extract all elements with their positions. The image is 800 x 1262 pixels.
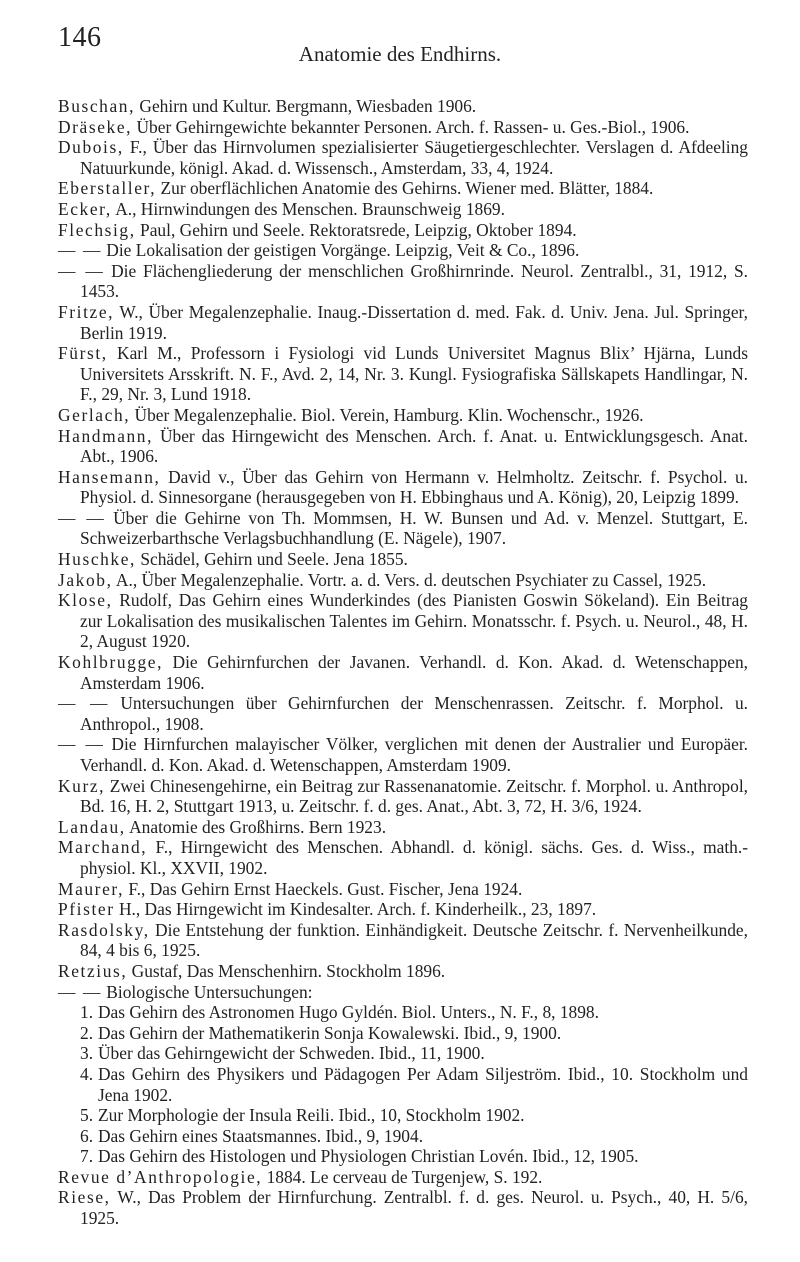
reference-author: Rasdolsky,: [58, 919, 150, 940]
reference-author: Dubois,: [58, 137, 124, 158]
reference-entry: [58, 1167, 748, 1188]
reference-text: Über Megalenzephalie. Biol. Verein, Hamburg. Klin. Wochenschr., 1926.: [130, 404, 644, 425]
reference-author: Fürst,: [58, 343, 108, 364]
reference-text: Die Hirnfurchen malayischer Völker, verglichen mit denen der Australier und Europäer. Verhandl. d. Kon. Akad. d. Wetenschappen, Amsterdam 1909.: [80, 734, 748, 775]
reference-author: Marchand,: [58, 837, 148, 858]
reference-entry: [58, 220, 748, 241]
reference-text: Über Gehirngewichte bekannter Personen. Arch. f. Rassen- u. Ges.-Biol., 1906.: [132, 116, 690, 137]
reference-author: Landau,: [58, 816, 126, 837]
reference-entry: [58, 343, 748, 405]
reference-text: F., Das Gehirn Ernst Haeckels. Gust. Fischer, Jena 1924.: [124, 878, 523, 899]
reference-author: Jakob,: [58, 569, 113, 590]
subitem-text: Das Gehirn eines Staatsmannes. Ibid., 9, 1904.: [98, 1125, 424, 1146]
subitem-text: Zur Morphologie der Insula Reili. Ibid., 10, Stockholm 1902.: [98, 1105, 525, 1126]
reference-entry: [58, 467, 748, 508]
reference-entry: [58, 405, 748, 426]
reference-text: 1884. Le cerveau de Turgenjew, S. 192.: [262, 1166, 543, 1187]
reference-entry: [58, 817, 748, 838]
reference-author: Fritze,: [58, 301, 115, 322]
reference-author: — —: [58, 981, 102, 1002]
reference-entry: [58, 261, 748, 302]
reference-author: — —: [58, 240, 102, 261]
reference-entry: [58, 837, 748, 878]
reference-text: Untersuchungen über Gehirnfurchen der Menschenrassen. Zeitschr. f. Morphol. u. Anthropol., 1908.: [80, 693, 748, 734]
reference-text: Über das Hirngewicht des Menschen. Arch. f. Anat. u. Entwicklungsgesch. Anat. Abt., 1906.: [80, 425, 748, 467]
reference-list: [58, 96, 748, 1229]
reference-text: Die Entstehung der funktion. Einhändigkeit. Deutsche Zeitschr. f. Nervenheilkunde, 84, 4 bis 6, 1925.: [80, 919, 748, 961]
page-number: 146: [58, 22, 102, 53]
subitem-number: 2.: [80, 1022, 94, 1043]
subitem-number: 5.: [80, 1105, 94, 1126]
reference-entry: [58, 899, 748, 920]
reference-text: Gehirn und Kultur. Bergmann, Wiesbaden 1906.: [135, 96, 477, 116]
reference-author: — —: [58, 693, 109, 714]
reference-author: Gerlach,: [58, 404, 131, 425]
reference-entry: [58, 982, 748, 1003]
reference-author: Flechsig,: [58, 219, 136, 240]
reference-entry: [58, 1187, 748, 1228]
reference-entry: [58, 879, 748, 900]
reference-author: Huschke,: [58, 549, 136, 570]
reference-entry: [58, 570, 748, 591]
reference-author: Kohlbrugge,: [58, 652, 164, 673]
running-title: Anatomie des Endhirns.: [298, 42, 502, 66]
reference-author: Dräseke,: [58, 116, 133, 137]
reference-text: A., Über Megalenzephalie. Vortr. a. d. Vers. d. deutschen Psychiater zu Cassel, 1925.: [112, 569, 707, 590]
reference-entry: [58, 178, 748, 199]
reference-author: Maurer,: [58, 878, 125, 899]
subitem-number: 3.: [80, 1043, 94, 1064]
subitem-text: Das Gehirn des Astronomen Hugo Gyldén. Biol. Unters., N. F., 8, 1898.: [98, 1002, 599, 1023]
reference-author: Buschan,: [58, 96, 136, 116]
reference-text: F., Über das Hirnvolumen spezialisierter Säugetiergeschlechter. Verslagen d. Afdeeling Natuurkunde, königl. Akad. d. Wissensch., Amsterdam, 33, 4, 1924.: [80, 137, 748, 178]
reference-author: Eberstaller,: [58, 178, 157, 199]
reference-text: Die Flächengliederung der menschlichen Großhirnrinde. Neurol. Zentralbl., 31, 1912, S. 1453.: [80, 260, 748, 302]
reference-text: Die Lokalisation der geistigen Vorgänge. Leipzig, Veit & Co., 1896.: [101, 240, 580, 261]
reference-text: Biologische Untersuchungen:: [101, 981, 313, 1002]
reference-text: A., Hirnwindungen des Menschen. Braunschweig 1869.: [111, 198, 505, 219]
reference-text: F., Hirngewicht des Menschen. Abhandl. d. königl. sächs. Ges. d. Wiss., math.-physiol. Kl., XXVII, 1902.: [80, 837, 748, 878]
reference-entry: [58, 693, 748, 734]
reference-author: Handmann,: [58, 425, 154, 446]
reference-text: W., Das Problem der Hirnfurchung. Zentralbl. f. d. ges. Neurol. u. Psych., 40, H. 5/6, 1925.: [80, 1187, 748, 1229]
reference-author: Hansemann,: [58, 466, 161, 487]
reference-text: Zur oberflächlichen Anatomie des Gehirns. Wiener med. Blätter, 1884.: [156, 178, 654, 199]
subitem-text: Das Gehirn der Mathematikerin Sonja Kowalewski. Ibid., 9, 1900.: [98, 1022, 562, 1043]
reference-entry: [58, 734, 748, 775]
subitem-text: Das Gehirn des Physikers und Pädagogen Per Adam Siljeström. Ibid., 10. Stockholm und Jena 1902.: [98, 1063, 748, 1105]
reference-author: — —: [58, 507, 106, 528]
reference-entry: [58, 920, 748, 961]
reference-text: David v., Über das Gehirn von Hermann v. Helmholtz. Zeitschr. f. Psychol. u. Physiol. d. Sinnesorgane (herausgegeben von H. Ebbinghaus und A. König), 20, Leipzig 1899.: [80, 466, 748, 508]
reference-entry: [58, 199, 748, 220]
reference-text: Schädel, Gehirn und Seele. Jena 1855.: [136, 549, 408, 570]
reference-author: Retzius,: [58, 960, 128, 981]
reference-subitem: [58, 1146, 748, 1167]
subitem-text: Über das Gehirngewicht der Schweden. Ibid., 11, 1900.: [98, 1043, 485, 1064]
reference-author: — —: [58, 260, 105, 281]
reference-text: Paul, Gehirn und Seele. Rektoratsrede, Leipzig, Oktober 1894.: [135, 219, 577, 240]
reference-entry: [58, 961, 748, 982]
reference-text: W., Über Megalenzephalie. Inaug.-Dissertation d. med. Fak. d. Univ. Jena. Jul. Springer, Berlin 1919.: [80, 301, 748, 343]
subitem-text: Das Gehirn des Histologen und Physiologen Christian Lovén. Ibid., 12, 1905.: [98, 1146, 639, 1167]
reference-entry: [58, 117, 748, 138]
reference-author: Ecker,: [58, 198, 112, 219]
reference-text: Die Gehirnfurchen der Javanen. Verhandl. d. Kon. Akad. d. Wetenschappen, Amsterdam 1906.: [80, 652, 748, 693]
subitem-number: 6.: [80, 1125, 94, 1146]
reference-text: Rudolf, Das Gehirn eines Wunderkindes (des Pianisten Goswin Sökeland). Ein Beitrag zur Lokalisation des musikalischen Talentes im Gehirn. Monatsschr. f. Psych. u. Neurol., 48, H. 2, August 1920.: [80, 590, 748, 652]
reference-author: Klose,: [58, 590, 113, 611]
reference-text: Karl M., Professorn i Fysiologi vid Lunds Universitet Magnus Blix’ Hjärna, Lunds Universitets Arsskrift. N. F., Avd. 2, 14, Nr. 3. Kungl. Fysiografiska Sällskapets Handlingar, N. F., 29, Nr. 3, Lund 1918.: [80, 343, 748, 405]
subitem-number: 4.: [80, 1063, 94, 1084]
reference-entry: [58, 96, 748, 117]
reference-subitem: [58, 1002, 748, 1023]
reference-entry: [58, 508, 748, 549]
reference-entry: [58, 137, 748, 178]
page-header: [58, 22, 742, 66]
reference-entry: [58, 590, 748, 652]
reference-sublist: [58, 1002, 748, 1167]
subitem-number: 7.: [80, 1146, 94, 1167]
reference-author: Riese,: [58, 1187, 111, 1208]
reference-entry: [58, 652, 748, 693]
reference-text: Gustaf, Das Menschenhirn. Stockholm 1896.: [127, 960, 446, 981]
reference-text: H., Das Hirngewicht im Kindesalter. Arch. f. Kinderheilk., 23, 1897.: [114, 899, 597, 920]
reference-author: Kurz,: [58, 775, 106, 796]
reference-entry: [58, 240, 748, 261]
reference-text: Anatomie des Großhirns. Bern 1923.: [125, 816, 387, 837]
reference-entry: [58, 426, 748, 467]
reference-subitem: [58, 1105, 748, 1126]
reference-author: — —: [58, 734, 105, 755]
reference-subitem: [58, 1023, 748, 1044]
reference-entry: [58, 302, 748, 343]
reference-author: Revue d’Anthropologie,: [58, 1166, 263, 1187]
subitem-number: 1.: [80, 1002, 94, 1023]
reference-entry: [58, 776, 748, 817]
reference-subitem: [58, 1043, 748, 1064]
reference-text: Zwei Chinesengehirne, ein Beitrag zur Rassenanatomie. Zeitschr. f. Morphol. u. Anthropol, Bd. 16, H. 2, Stuttgart 1913, u. Zeitschr. f. d. ges. Anat., Abt. 3, 72, H. 3/6, 1924.: [80, 775, 748, 817]
reference-entry: [58, 549, 748, 570]
reference-subitem: [58, 1064, 748, 1105]
reference-author: Pfister: [58, 899, 115, 920]
reference-subitem: [58, 1126, 748, 1147]
reference-text: Über die Gehirne von Th. Mommsen, H. W. Bunsen und Ad. v. Menzel. Stuttgart, E. Schweizerbarthsche Verlagsbuchhandlung (E. Nägele), 1907.: [80, 507, 748, 549]
